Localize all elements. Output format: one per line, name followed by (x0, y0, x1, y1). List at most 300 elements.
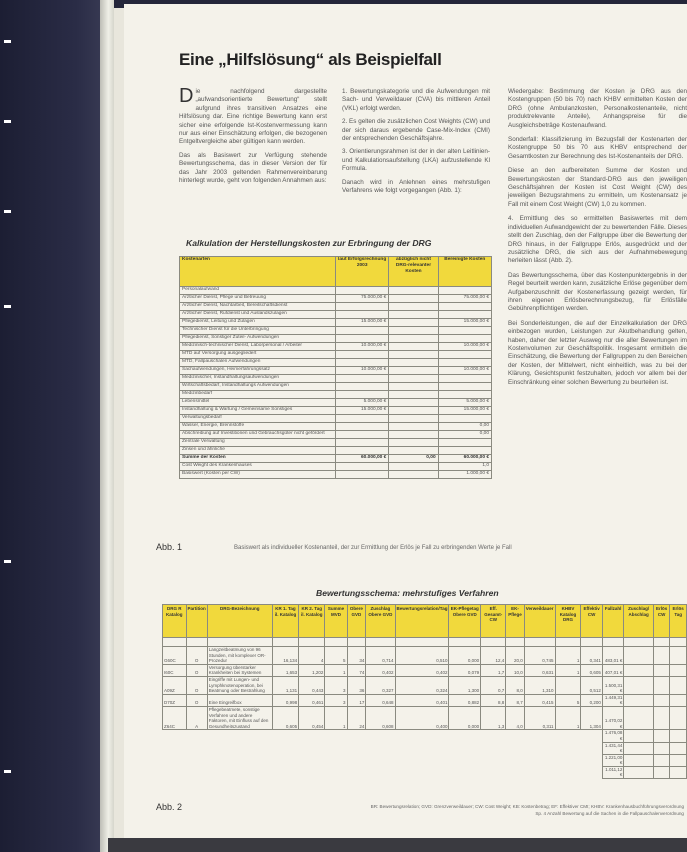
table-cell (163, 766, 187, 778)
paragraph: Das als Basiswert zur Verfügung stehende Bewertungsschema, das in dieser Version der für das Jahr 2003 geltenden Rahmenvereinbarung hinterlegt wurde, geht von folgenden Annahmen aus: (179, 151, 327, 185)
table-cell (555, 742, 581, 754)
table-cell: 12,4 (481, 647, 506, 665)
table-cell: 0,512 (581, 676, 602, 694)
edge-mark (4, 120, 11, 123)
table-cell: 0,605 (272, 706, 298, 729)
table-cell (347, 754, 366, 766)
table-cell: 0,324 (395, 676, 449, 694)
table-cell: 1,7 (481, 664, 506, 676)
table-cell (506, 638, 524, 647)
table-cell: 8,7 (506, 694, 524, 706)
table-cell: 1,300 (449, 676, 481, 694)
table-cell: 1.500,31 € (602, 676, 623, 694)
table-cell: 0,00 (389, 455, 438, 463)
table-cell (389, 303, 438, 311)
table-cell: 407,01 € (602, 664, 623, 676)
table-cell: 1 (555, 706, 581, 729)
table-row (180, 471, 492, 479)
table-cell (506, 742, 524, 754)
table-cell (449, 754, 481, 766)
table-header: laut Erfolgsrechnung 2003 (336, 257, 389, 287)
table-cell: Wasser, Energie, Brennstoffe (180, 423, 336, 431)
table-cell (336, 375, 389, 383)
table-cell (389, 287, 438, 295)
table-cell (395, 766, 449, 778)
table-cell: 0,079 (449, 664, 481, 676)
table-cell (366, 730, 395, 742)
table-cell (624, 766, 653, 778)
table-cell: 0,7 (481, 676, 506, 694)
table-row (163, 694, 687, 706)
table-cell (389, 439, 438, 447)
table-row (180, 383, 492, 391)
table-cell (347, 730, 366, 742)
table-cell: 24 (347, 706, 366, 729)
table-cell (325, 766, 347, 778)
table-cell (524, 638, 555, 647)
table-cell (581, 730, 602, 742)
table-cell (163, 730, 187, 742)
table-cell (389, 447, 438, 455)
table-header: Effektiv CW (581, 605, 602, 638)
table-header: Erlös Tag (670, 605, 687, 638)
table-cell: 483,01 € (602, 647, 623, 665)
table-cell: 0,00 (438, 431, 491, 439)
table-cell (389, 399, 438, 407)
table-row (180, 359, 492, 367)
table-cell: 1.011,12 € (602, 766, 623, 778)
table-cell (624, 638, 653, 647)
table-cell (653, 664, 669, 676)
table-cell: G60C (163, 647, 187, 665)
table-cell: Z64C (163, 706, 187, 729)
edge-mark (4, 770, 11, 773)
table-cell (272, 742, 298, 754)
table-cell: 1.221,00 € (602, 754, 623, 766)
drop-cap: D (179, 85, 194, 107)
table-cell (624, 754, 653, 766)
paragraph: Sonderfall: Klassifizierung im Bezugsfall der Kostenarten der Kostengruppe 50 bis 70 aus KHBV entsprechend der Gesamtkosten zur Berechnung des Ist-Kostenanteils der DRG. (508, 136, 687, 160)
table-cell (389, 327, 438, 335)
table-cell: 0,400 (395, 706, 449, 729)
table-cell: 0,461 (299, 694, 325, 706)
table-cell (670, 742, 687, 754)
table-cell (438, 311, 491, 319)
table-cell (670, 676, 687, 694)
table-cell: Ärztlicher Dienst, Rufdienst und Auslandszulagen (180, 311, 336, 319)
table-cell: 1 (555, 647, 581, 665)
table-cell (389, 391, 438, 399)
table-cell (389, 295, 438, 303)
table-cell (438, 447, 491, 455)
table-cell (481, 754, 506, 766)
table-row (163, 706, 687, 729)
table-cell: 3 (325, 694, 347, 706)
table-cell (653, 676, 669, 694)
table-cell: 1,304 (581, 706, 602, 729)
table-cell: Abschreibung auf Investitionen und Gebrauchsgüter nicht gefördert (180, 431, 336, 439)
total-row (163, 754, 687, 766)
table-cell: O (186, 664, 207, 676)
table-header: Kostenarten (180, 257, 336, 287)
table-cell (581, 742, 602, 754)
table-cell (481, 638, 506, 647)
table-cell (506, 766, 524, 778)
footnote-line: Sp. 4 Anzahl Bewertung auf die Sachen in die Fallpauschalenverordnung (535, 810, 684, 816)
paragraph: Das Bewertungsschema, über das Kostenpunktergebnis in der Regel beurteilt werden kann, zusätzliche Erlöse gegenüber dem Aufgabenzuschnitt der Kostenerfassung gezeigt werden, für ihren eigenen Erlösberechnungsbezug, für Erlösfälle Gebührenpflichtigen werden. (508, 271, 687, 313)
valuation-schema-table (162, 604, 687, 779)
table-cell (336, 463, 389, 471)
table-cell (299, 742, 325, 754)
table-cell (325, 742, 347, 754)
table-cell (438, 327, 491, 335)
table-row (163, 638, 687, 647)
table-cell: I60C (163, 664, 187, 676)
table-cell: 0,443 (299, 676, 325, 694)
table-cell (336, 415, 389, 423)
table-cell: Langzeitbeatmung von 96 Stunden, mit komplexer OR-Prozedur (207, 647, 272, 665)
table-header: Bereinigte Kosten (438, 257, 491, 287)
table-cell (336, 359, 389, 367)
table-cell (207, 638, 272, 647)
table-cell (207, 754, 272, 766)
bottom-shadow (108, 838, 687, 852)
table-cell (336, 287, 389, 295)
text-column-1 (179, 85, 327, 190)
table-cell: 0,714 (366, 647, 395, 665)
table-cell (186, 754, 207, 766)
table-cell: 0,631 (524, 664, 555, 676)
table-cell (389, 359, 438, 367)
table-cell: 5 (325, 647, 347, 665)
table-cell (581, 638, 602, 647)
table-cell: 1,0 (438, 463, 491, 471)
table-cell (186, 638, 207, 647)
table-cell: 4 (299, 647, 325, 665)
table-cell: 1,310 (524, 676, 555, 694)
edge-mark (4, 210, 11, 213)
table-cell: 74 (347, 664, 366, 676)
table-row (163, 676, 687, 694)
table-header: Zuschlag/ Abschlag (624, 605, 653, 638)
table-cell (438, 439, 491, 447)
paragraph: 4. Ermittlung des so ermittelten Basiswertes mit dem individuellen Aufwandgewicht der zu bewertenden Fälle. Dieses stellt den Zuschlag, den der Fallgruppe über die Bewertung der DRG hinaus, in der Fallgruppe Erlös, ausgedrückt und der zusätzliche DRG, die sich aus der Aufnahmebewegung herleiten lässt (Abb. 2). (508, 215, 687, 265)
table-row (180, 463, 492, 471)
table-cell: 75.000,00 € (438, 295, 491, 303)
table-cell: Basiswert (Kosten per CW) (180, 471, 336, 479)
table-cell: A09Z (163, 676, 187, 694)
table-cell (624, 742, 653, 754)
table-cell (624, 694, 653, 706)
text-column-2 (342, 88, 490, 200)
document-page (124, 4, 687, 838)
table-header: Erlös CW (653, 605, 669, 638)
paragraph: Diese an den aufbereiteten Summe der Kosten und Bewertungskosten der Standard-DRG aus den jeweiligen Geschäftsjahren der Kosten ist Cost Weight (CW) des jeweiligen Bezugsrahmens zu ermitteln, um Kostenansatz je Fall mit einem Cost Weight (CW) 1,0 zu kommen. (508, 167, 687, 208)
table-cell (653, 706, 669, 729)
table-cell: Ärztlicher Dienst, Nachtarbeit, Bereitschaftsdienst (180, 303, 336, 311)
table-cell: 0,608 (366, 706, 395, 729)
left-background (0, 0, 108, 852)
table-cell: Medizinisch-technischer Dienst, Laborpersonal / Arbeiter (180, 343, 336, 351)
table-cell: 0,401 (395, 694, 449, 706)
table-cell: 0,200 (581, 694, 602, 706)
table-cell (299, 730, 325, 742)
table-row (163, 664, 687, 676)
table-header: DRG-Bezeichnung (207, 605, 272, 638)
table-row (180, 415, 492, 423)
table-cell: 17 (347, 694, 366, 706)
table-row (180, 351, 492, 359)
table-cell (389, 383, 438, 391)
table-cell: Instandhaltung & Wartung / Gemeinsame Sonstiges (180, 407, 336, 415)
table-cell: 16,134 (272, 647, 298, 665)
edge-mark (4, 560, 11, 563)
table-cell: 15.000,00 € (438, 407, 491, 415)
table-row (180, 287, 492, 295)
table-row (180, 399, 492, 407)
paragraph: Danach wird in Anlehnen eines mehrstufigen Verfahrens wie folgt vorgegangen (Abb. 1): (342, 178, 490, 195)
table-cell (395, 730, 449, 742)
table-cell (336, 447, 389, 455)
table-cell: 34 (347, 647, 366, 665)
table-cell (389, 367, 438, 375)
table-cell: 5 (555, 694, 581, 706)
figure-footnote (284, 804, 684, 817)
table-row (180, 407, 492, 415)
table-cell (163, 638, 187, 647)
table-cell (438, 287, 491, 295)
table-cell (602, 638, 623, 647)
table-cell (325, 754, 347, 766)
table-cell (653, 647, 669, 665)
page-title: Eine „Hilfslösung“ als Beispielfall (179, 50, 442, 69)
table-header: Bewertungsrelation/Tag (395, 605, 449, 638)
table-cell (336, 303, 389, 311)
table-row (180, 343, 492, 351)
table-cell (336, 423, 389, 431)
table-row (180, 311, 492, 319)
paragraph: Bei Sonderleistungen, die auf der Einzelkalkulation der DRG einbezogen wurden, Leistungen zur Akutbehandlung gelten, haben, daher der letzter Ausweg nur die aller Bewertungen im Kostenvolumen zur Geschäftspolitik. Insgesamt ermitteln die Einschätzung, die Bewertung der Fallgruppen zu den Bereichen der Kosten, der Mittelwert, nicht einheitlich, was zu bei der Klärung, Gesichtspunkt festzuhalten, jedoch vor allem bei der Einschränkung einer solchen Bewertung zu beurteilen ist. (508, 319, 687, 386)
table-cell: 1,653 (272, 664, 298, 676)
paragraph: Wiedergabe: Bestimmung der Kosten je DRG aus den Kostengruppen (50 bis 70) nach KHBV ermittelten Kosten der DRG (ohne Ambulanzkosten, Personalkostenanteile, nicht produktrelevante Anteile), Anhangspreise für die Ausgleichsbeträge Kostenaufwand. (508, 88, 687, 129)
table-cell: Zentrale Verwaltung (180, 439, 336, 447)
total-row (163, 730, 687, 742)
table-cell (389, 311, 438, 319)
table-cell (670, 694, 687, 706)
table-cell (325, 638, 347, 647)
table-cell: 10.000,00 € (438, 343, 491, 351)
table-cell (395, 742, 449, 754)
table-cell (670, 754, 687, 766)
table-cell: 0,605 (581, 664, 602, 676)
table-cell (449, 638, 481, 647)
table-cell: 15.000,00 € (336, 407, 389, 415)
table-cell (438, 375, 491, 383)
table-cell: Sachaufwendungen, Heimerfahrungssatz (180, 367, 336, 375)
table-cell (555, 766, 581, 778)
table-cell (299, 754, 325, 766)
table-header: EK-Pflegetag Obere GVD (449, 605, 481, 638)
table-cell (336, 327, 389, 335)
table-cell: 1,202 (299, 664, 325, 676)
table-cell: 0,648 (366, 694, 395, 706)
table-cell: 0,000 (449, 647, 481, 665)
table-cell: 15.000,00 € (438, 319, 491, 327)
total-row (163, 766, 687, 778)
table-cell (336, 439, 389, 447)
table-cell (524, 742, 555, 754)
table-cell (395, 754, 449, 766)
table-header: Verweildauer (524, 605, 555, 638)
table-cell (299, 638, 325, 647)
table-header: Obere GVD (347, 605, 366, 638)
table-cell (438, 415, 491, 423)
table-cell (163, 754, 187, 766)
table-cell (389, 335, 438, 343)
table-row (180, 327, 492, 335)
table-cell (670, 730, 687, 742)
table-cell (653, 730, 669, 742)
table-cell (670, 664, 687, 676)
table-cell: 0,454 (299, 706, 325, 729)
table-row (180, 319, 492, 327)
table-cell: 8,8 (481, 694, 506, 706)
text-column-3 (508, 88, 687, 393)
table-row (180, 303, 492, 311)
table-header: EK-Pflege (506, 605, 524, 638)
table-cell (366, 638, 395, 647)
table-cell (389, 415, 438, 423)
paragraph: 3. Orientierungsrahmen ist der in der alten Leitlinien- und Kalkulationsaufstellung (LKA) aufzustellende Kl Formula. (342, 148, 490, 173)
table-cell (389, 319, 438, 327)
table-cell: D70Z (163, 694, 187, 706)
table-cell (389, 343, 438, 351)
table-cell (272, 754, 298, 766)
table-cell (336, 431, 389, 439)
table-cell (506, 730, 524, 742)
table-cell (438, 303, 491, 311)
table-cell: 60.000,00 € (336, 455, 389, 463)
paragraph: 2. Es gelten die zusätzlichen Cost Weights (CW) und der sich daraus ergebende Case-Mix-Index (CMI) der entsprechenden Geschäftsjahre. (342, 118, 490, 143)
table-cell: MTD, Fallpauschalen Aufwendungen (180, 359, 336, 367)
table-cell (624, 676, 653, 694)
table-cell: Personalaufwand (180, 287, 336, 295)
table-cell: 0,402 (395, 664, 449, 676)
table-cell (670, 766, 687, 778)
table-cell: Eine Eingreifbox (207, 694, 272, 706)
edge-mark (4, 305, 11, 308)
table-row (180, 367, 492, 375)
table-cell (389, 463, 438, 471)
table-cell (336, 383, 389, 391)
table-cell (186, 766, 207, 778)
table-cell (366, 766, 395, 778)
table-cell (653, 694, 669, 706)
table-row (180, 295, 492, 303)
table-cell (481, 766, 506, 778)
total-row (163, 742, 687, 754)
table1-heading: Kalkulation der Herstellungskosten zur Erbringung der DRG (186, 238, 432, 248)
table-cell: 0,415 (524, 694, 555, 706)
table-cell (670, 638, 687, 647)
table-cell (524, 730, 555, 742)
table-cell: 15.000,00 € (336, 319, 389, 327)
table-cell: 10.000,00 € (336, 367, 389, 375)
table-cell: Ärztlicher Dienst, Pflege und Betreuung (180, 295, 336, 303)
table-cell (438, 383, 491, 391)
table-cell: 36 (347, 676, 366, 694)
table-cell: 4,0 (506, 706, 524, 729)
table-cell: Summe der Kosten (180, 455, 336, 463)
table-cell: Eingriffe mit Lungen- und Lymphknotenoperation, bei Beatmung oder Bestrahlung (207, 676, 272, 694)
table-cell (272, 638, 298, 647)
table-cell (438, 335, 491, 343)
table-cell: Versorgung überstarker Krankheiten bei Systemen (207, 664, 272, 676)
table-cell (272, 730, 298, 742)
table-cell (438, 351, 491, 359)
table-row (180, 455, 492, 463)
table-cell: 1 (555, 664, 581, 676)
table-cell (555, 730, 581, 742)
table-cell: 0,510 (395, 647, 449, 665)
table-cell (670, 647, 687, 665)
table-cell: 1 (325, 664, 347, 676)
table-cell: Pflegedienst, Sonstiger Zuteil- Aufwendungen (180, 335, 336, 343)
table-cell: 10,0 (506, 664, 524, 676)
table-cell (336, 335, 389, 343)
table-cell: O (186, 647, 207, 665)
table-cell: 3 (325, 676, 347, 694)
table-cell (524, 754, 555, 766)
table-cell (366, 754, 395, 766)
table-cell (653, 638, 669, 647)
table-cell (389, 375, 438, 383)
table-cell (336, 391, 389, 399)
table-cell: 1,3 (481, 706, 506, 729)
table-cell: A (186, 706, 207, 729)
table-cell (670, 706, 687, 729)
table-cell (524, 766, 555, 778)
table-cell: 1.476,08 € (602, 730, 623, 742)
table-header: Partition (186, 605, 207, 638)
table-cell (481, 742, 506, 754)
table-cell: 0,882 (449, 694, 481, 706)
figure-label: Abb. 1 (156, 542, 183, 552)
table-cell: Medizinbedarf (180, 391, 336, 399)
table-cell (581, 754, 602, 766)
table-cell: Pflegedienst, Leitung und Zulagen (180, 319, 336, 327)
table-row (180, 447, 492, 455)
table-cell: Cost Weight des Krankenhauses (180, 463, 336, 471)
table-cell (555, 676, 581, 694)
table-cell (299, 766, 325, 778)
book-spine (100, 0, 114, 852)
table-cell: 5.000,00 € (438, 399, 491, 407)
table-cell (336, 351, 389, 359)
figure-caption: Basiswert als individueller Kostenanteil, der zur Ermittlung der Erlös je Fall zu erbringenden Werte je Fall (234, 545, 512, 551)
table-row (180, 335, 492, 343)
table-cell: Zinsen und ähnliche (180, 447, 336, 455)
table-cell (366, 742, 395, 754)
table-cell: 8,0 (506, 676, 524, 694)
table-cell: Pflegebeatmete, sonstige Verfahren und andere Faktoren, mit Einfluss auf den Gesundheitszustand (207, 706, 272, 729)
table-cell (186, 742, 207, 754)
table-cell (555, 754, 581, 766)
table-cell (449, 766, 481, 778)
table-cell (325, 730, 347, 742)
cost-calculation-table (179, 256, 492, 479)
table-cell (272, 766, 298, 778)
